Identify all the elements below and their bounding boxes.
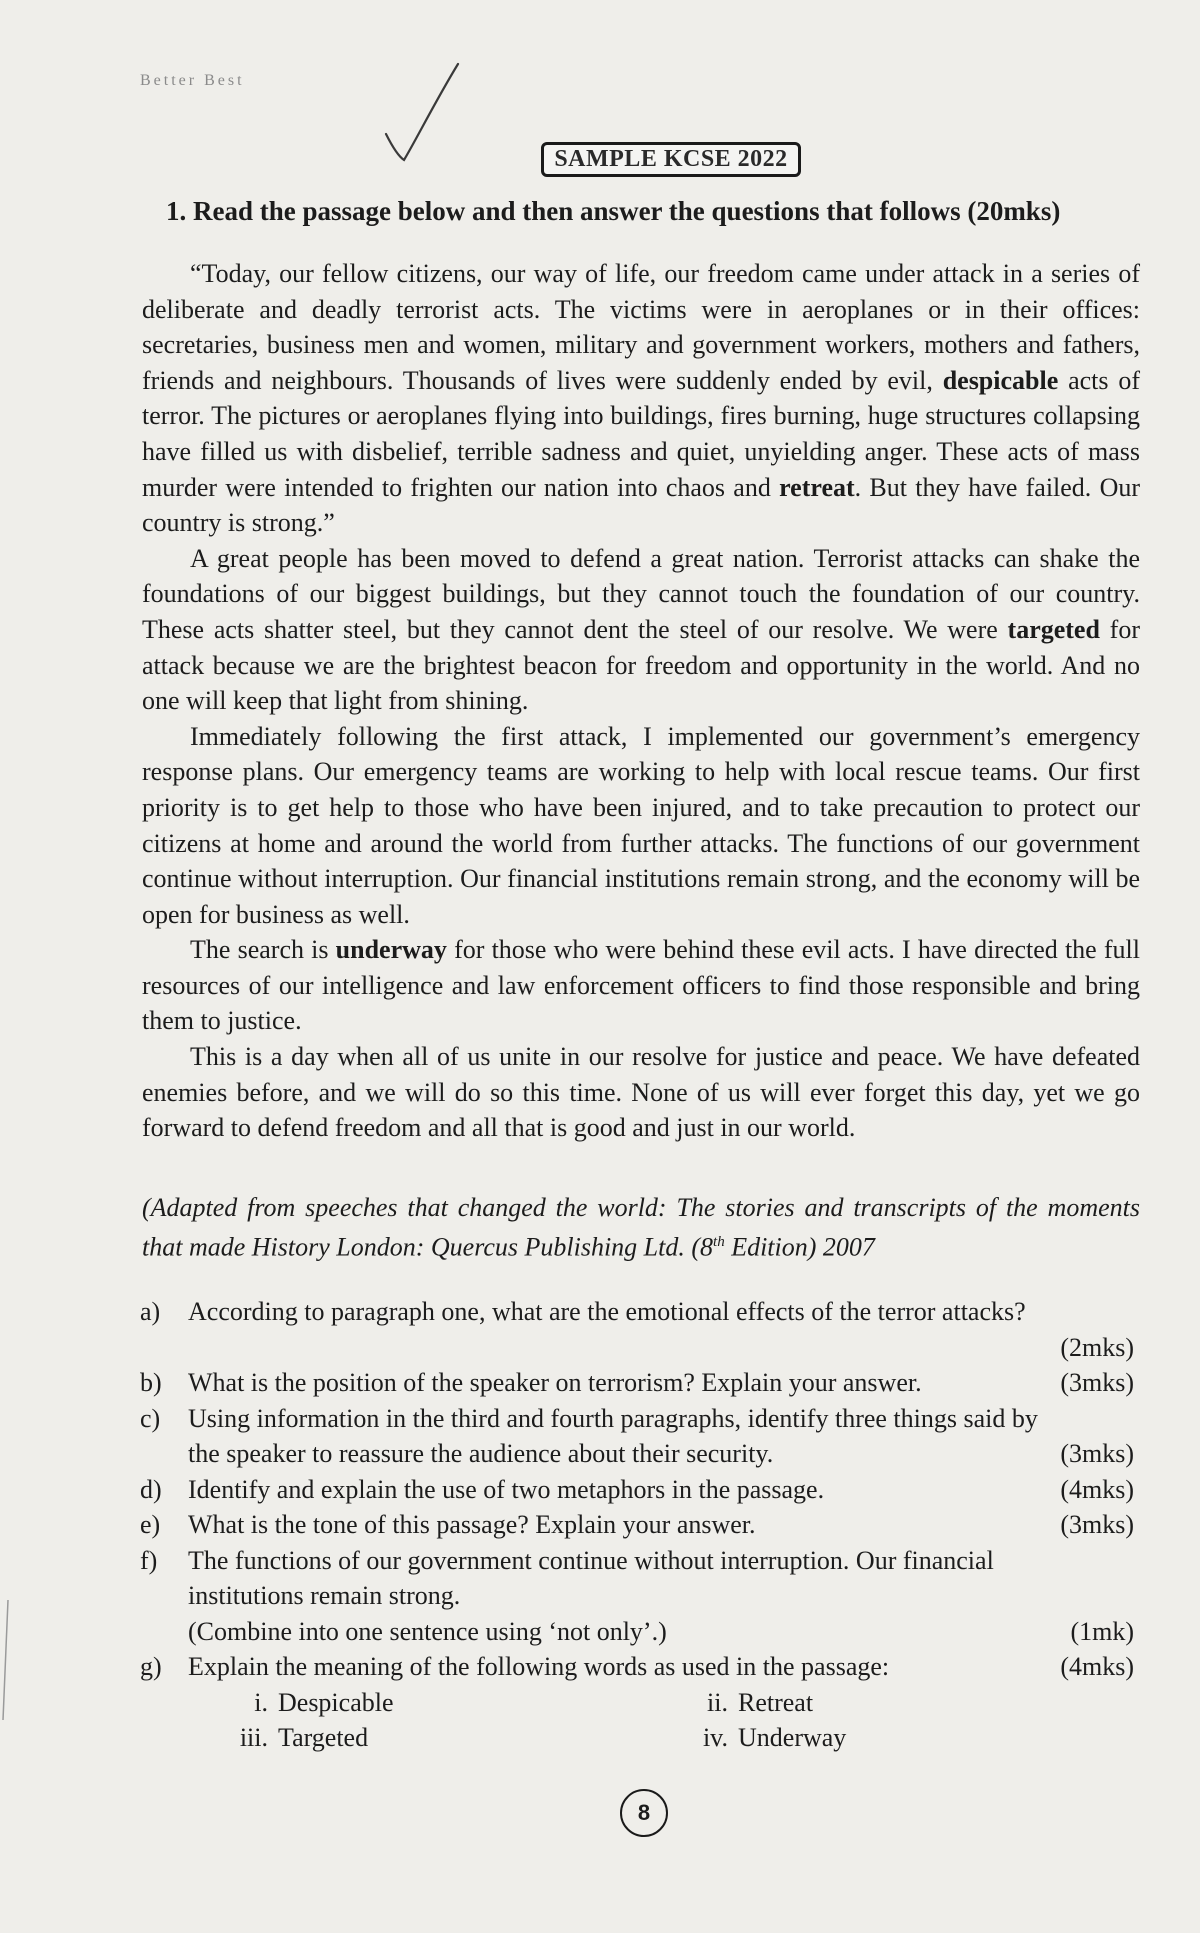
header-mark: Better Best: [140, 72, 245, 89]
word-targeted: targeted: [1007, 614, 1100, 644]
question-d: d) Identify and explain the use of two metaphors in the passage. (4mks): [140, 1472, 1140, 1508]
marks-label: (3mks): [1060, 1368, 1134, 1397]
paragraph-1: “Today, our fellow citizens, our way of life, our freedom came under attack in a series of deliberate and deadly terrorist acts. The victims were in aeroplanes or in their offices: secretaries, business men and women, military and government workers, mothers and fathers, friends and neighbours. Thousands of lives were suddenly ended by evil, despicable acts of terror. The pictures or aeroplanes flying into buildings, fires burning, huge structures collapsing have filled us with disbelief, terrible sadness and quiet, unyielding anger. These acts of mass murder were intended to frighten our nation into chaos and retreat. But they have failed. Our country is strong.”: [142, 259, 1140, 538]
page-number: 8: [620, 1789, 668, 1837]
question-g: g) Explain the meaning of the following words as used in the passage: (4mks): [140, 1649, 1140, 1685]
paragraph-5: This is a day when all of us unite in our resolve for justice and peace. We have defeated enemies before, and we will do so this time. None of us will ever forget this day, yet we go forward to defend freedom and all that is good and just in our world.: [142, 1042, 1140, 1143]
marks-label: (4mks): [1060, 1652, 1134, 1681]
marks-label: (3mks): [1060, 1510, 1134, 1539]
question-c: c) Using information in the third and fourth paragraphs, identify three things said by the speaker to reassure the audience about their security. (3mks): [140, 1401, 1140, 1472]
question-e: e) What is the tone of this passage? Explain your answer. (3mks): [140, 1507, 1140, 1543]
marks-label: (2mks): [1060, 1332, 1134, 1362]
vocab-item: ii. Retreat: [707, 1687, 814, 1717]
source-citation: (Adapted from speeches that changed the world: The stories and transcripts of the moments that made History London: Quercus Publishing Ltd. (8th Edition) 2007: [142, 1193, 1140, 1262]
question-a: a) According to paragraph one, what are the emotional effects of the terror attacks? (2mks): [140, 1294, 1140, 1365]
marks-label: (3mks): [1060, 1439, 1134, 1468]
vocab-item: i. Despicable: [254, 1687, 394, 1717]
paragraph-4: The search is underway for those who were behind these evil acts. I have directed the full resources of our intelligence and law enforcement officers to find those responsible and bring them to justice.: [142, 935, 1140, 1036]
question-heading: [166, 196, 1146, 227]
word-despicable: despicable: [942, 365, 1059, 395]
vocab-item: iv. Underway: [702, 1723, 847, 1752]
word-retreat: retreat: [779, 472, 855, 502]
margin-pencil-mark: [0, 1600, 12, 1720]
passage: [142, 256, 1140, 1146]
question-instruction: Read the passage below and then answer the questions that follows (20mks): [193, 196, 1061, 226]
paragraph-2: A great people has been moved to defend a great nation. Terrorist attacks can shake the foundations of our biggest buildings, but they cannot touch the foundation of our country. These acts shatter steel, but they cannot dent the steel of our resolve. We were targeted for attack because we are the brightest beacon for freedom and opportunity in the world. And no one will keep that light from shining.: [142, 543, 1140, 716]
sample-kcse-badge: SAMPLE KCSE 2022: [541, 142, 800, 177]
question-number: 1.: [166, 196, 187, 226]
question-list: [140, 1294, 1140, 1756]
paragraph-3: Immediately following the first attack, I implemented our government’s emergency response plans. Our emergency teams are working to help with local rescue teams. Our first priority is to get help to those who have been injured, and to take precaution to protect our citizens at home and around the world from further attacks. The functions of our government continue without interruption. Our financial institutions remain strong, and the economy will be open for business as well.: [142, 721, 1140, 929]
word-underway: underway: [335, 935, 447, 965]
vocabulary-list: [140, 1685, 1140, 1756]
marks-label: (1mk): [1070, 1616, 1134, 1646]
question-f: f) The functions of our government continue without interruption. Our financial institutions remain strong. (Combine into one sentence using ‘not only’.) (1mk): [140, 1543, 1140, 1650]
vocab-item: iii. Targeted: [239, 1723, 369, 1752]
question-b: b) What is the position of the speaker on terrorism? Explain your answer. (3mks): [140, 1365, 1140, 1401]
marks-label: (4mks): [1060, 1474, 1134, 1504]
